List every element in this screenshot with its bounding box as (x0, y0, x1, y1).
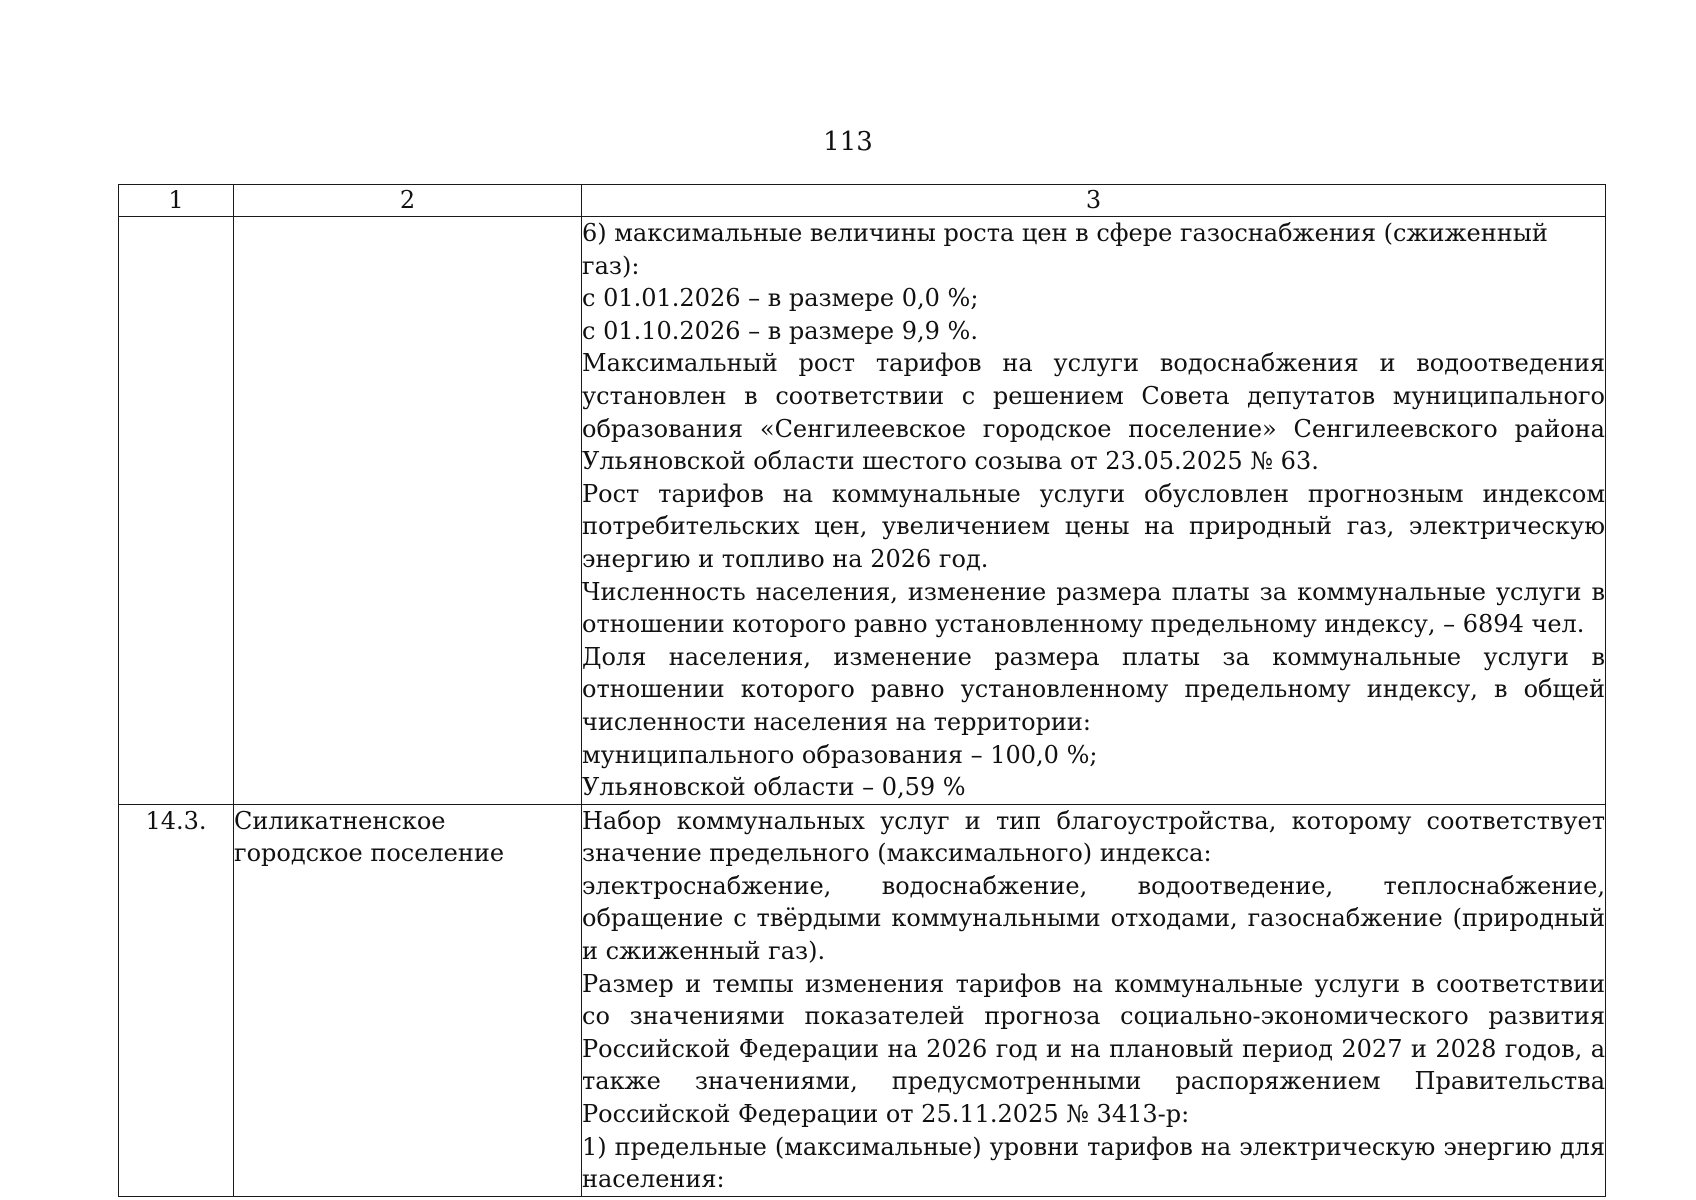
row-content-cell (582, 217, 1606, 805)
row-number-cell: 14.3. (119, 804, 234, 1196)
table-header-row (119, 185, 1606, 217)
page-number: 113 (823, 127, 873, 157)
column-header-2: 2 (234, 185, 582, 217)
content-paragraph: Максимальный рост тарифов на услуги водоснабжения и водоотведения установлен в соответствии с решением Совета депутатов муниципального образования «Сенгилеевское городское поселение» Сенгилеевского района Ульяновской области шестого созыва от 23.05.2025 № 63. (582, 349, 1605, 476)
row-name-cell (234, 217, 582, 805)
content-paragraph: Рост тарифов на коммунальные услуги обусловлен прогнозным индексом потребительских цен, увеличением цены на природный газ, электрическую энергию и топливо на 2026 год. (582, 479, 1605, 573)
row-content-cell (582, 804, 1606, 1196)
document-table (118, 184, 1606, 1197)
content-line: муниципального образования – 100,0 %; (582, 740, 1098, 769)
content-line: 6) максимальные величины роста цен в сфере газоснабжения (сжиженный газ): (582, 219, 1548, 280)
table-row (119, 804, 1606, 1196)
column-header-3: 3 (582, 185, 1606, 217)
content-paragraph: Набор коммунальных услуг и тип благоустройства, которому соответствует значение предельного (максимального) индекса: (582, 806, 1605, 868)
content-paragraph: Доля населения, изменение размера платы за коммунальные услуги в отношении которого равно установленному предельному индексу, в общей численности населения на территории: (582, 642, 1605, 736)
column-header-1: 1 (119, 185, 234, 217)
content-paragraph: 1) предельные (максимальные) уровни тарифов на электрическую энергию для населения: (582, 1132, 1605, 1194)
content-paragraph: электроснабжение, водоснабжение, водоотведение, теплоснабжение, обращение с твёрдыми коммунальными отходами, газоснабжение (природный и сжиженный газ). (582, 871, 1605, 966)
content-paragraph: Численность населения, изменение размера платы за коммунальные услуги в отношении которого равно установленному предельному индексу, – 6894 чел. (582, 577, 1605, 639)
content-line: Ульяновской области – 0,59 % (582, 773, 966, 802)
table-row (119, 217, 1606, 805)
row-name-cell: Силикатненское городское поселение (234, 804, 582, 1196)
content-paragraph: Размер и темпы изменения тарифов на коммунальные услуги в соответствии со значениями показателей прогноза социально-экономического развития Российской Федерации на 2026 год и на плановый период 2027 и 2028 годов, а также значениями, предусмотренными распоряжением Правительства Российской Федерации от 25.11.2025 № 3413-р: (582, 969, 1605, 1129)
content-line: с 01.10.2026 – в размере 9,9 %. (582, 316, 978, 345)
content-line: с 01.01.2026 – в размере 0,0 %; (582, 284, 979, 313)
row-number-cell (119, 217, 234, 805)
